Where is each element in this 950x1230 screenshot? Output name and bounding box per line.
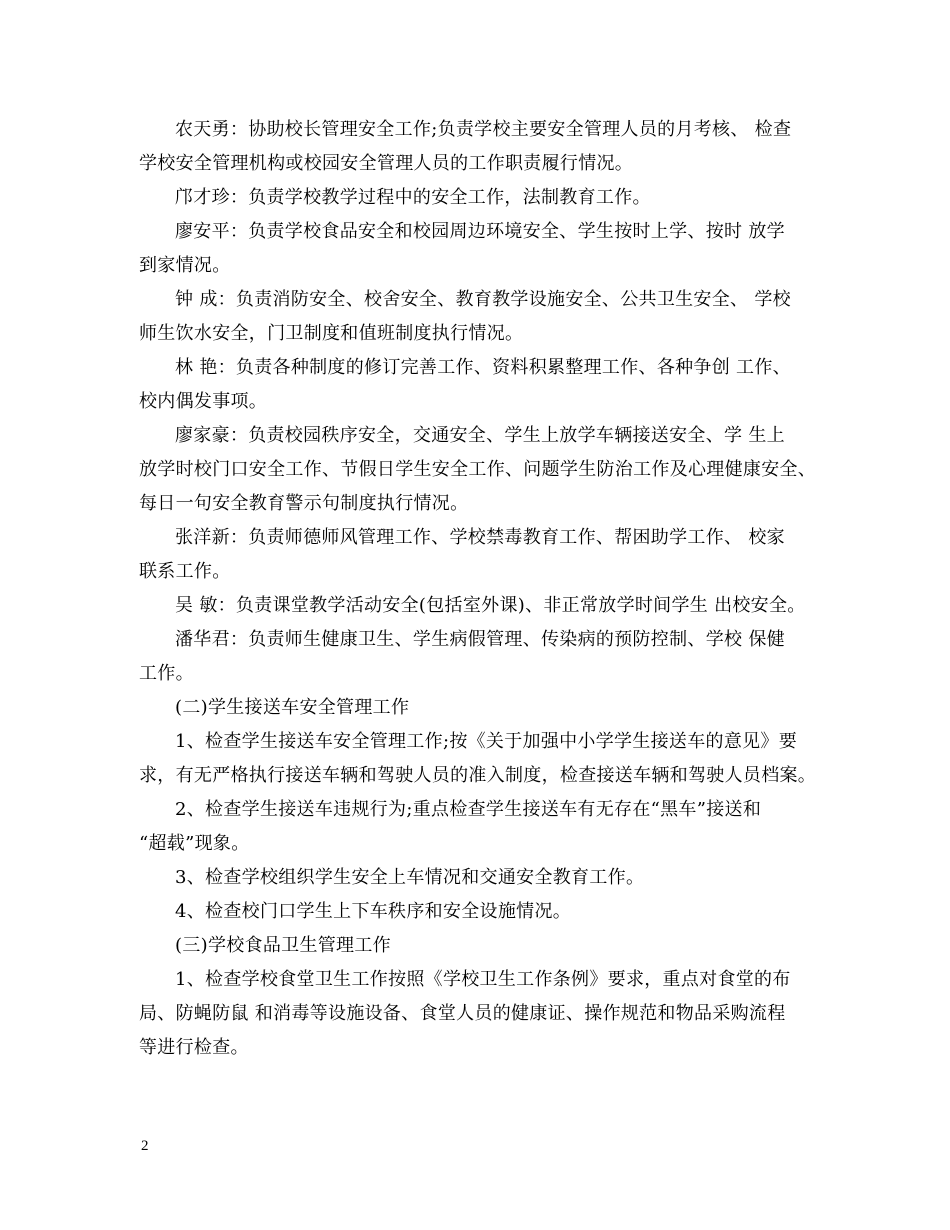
paragraph-line: 农天勇：协助校长管理安全工作;负责学校主要安全管理人员的月考核、 检查 bbox=[175, 119, 792, 140]
paragraph bbox=[139, 181, 829, 215]
paragraph-line: 3、检查学校组织学生安全上车情况和交通安全教育工作。 bbox=[175, 867, 645, 888]
paragraph-line: (三)学校食品卫生管理工作 bbox=[175, 935, 391, 956]
paragraph bbox=[139, 725, 829, 793]
paragraph-line: 2、检查学生接送车违规行为;重点检查学生接送车有无存在“黑车”接送和 bbox=[175, 799, 762, 820]
paragraph-line: 联系工作。 bbox=[139, 561, 231, 582]
paragraph-line: 1、检查学校食堂卫生工作按照《学校卫生工作条例》要求，重点对食堂的布 bbox=[175, 969, 791, 990]
paragraph-line: 潘华君：负责师生健康卫生、学生病假管理、传染病的预防控制、学校 保健 bbox=[175, 629, 785, 650]
paragraph-line: 校内偶发事项。 bbox=[139, 391, 268, 412]
paragraph-line: 师生饮水安全，门卫制度和值班制度执行情况。 bbox=[139, 323, 524, 344]
paragraph bbox=[139, 215, 829, 283]
paragraph-line: 学校安全管理机构或校园安全管理人员的工作职责履行情况。 bbox=[139, 153, 634, 174]
paragraph-line: “超载”现象。 bbox=[139, 833, 250, 854]
paragraph-line: 廖安平：负责学校食品安全和校园周边环境安全、学生按时上学、按时 放学 bbox=[175, 221, 785, 242]
paragraph bbox=[139, 691, 829, 725]
paragraph-line: 到家情况。 bbox=[139, 255, 231, 276]
paragraph-line: 钟 成：负责消防安全、校舍安全、教育教学设施安全、公共卫生安全、 学校 bbox=[175, 289, 791, 310]
paragraph bbox=[139, 623, 829, 691]
paragraph-line: 求，有无严格执行接送车辆和驾驶人员的准入制度，检查接送车辆和驾驶人员档案。 bbox=[139, 765, 817, 786]
paragraph bbox=[139, 113, 829, 181]
paragraph-line: 邝才珍：负责学校教学过程中的安全工作，法制教育工作。 bbox=[175, 187, 651, 208]
paragraph-line: 局、防蝇防鼠 和消毒等设施设备、食堂人员的健康证、操作规范和物品采购流程 bbox=[139, 1003, 786, 1024]
paragraph bbox=[139, 929, 829, 963]
paragraph-line: 4、检查校门口学生上下车秩序和安全设施情况。 bbox=[175, 901, 572, 922]
paragraph bbox=[139, 793, 829, 861]
paragraph bbox=[139, 351, 829, 419]
paragraph-line: 1、检查学生接送车安全管理工作;按《关于加强中小学学生接送车的意见》要 bbox=[175, 731, 798, 752]
paragraph bbox=[139, 963, 829, 1065]
paragraph-line: 吴 敏：负责课堂教学活动安全(包括室外课)、非正常放学时间学生 出校安全。 bbox=[175, 595, 806, 616]
paragraph bbox=[139, 283, 829, 351]
page-number: 2 bbox=[141, 1138, 149, 1154]
paragraph-line: 工作。 bbox=[139, 663, 194, 684]
paragraph-line: 张洋新：负责师德师风管理工作、学校禁毒教育工作、帮困助学工作、 校家 bbox=[175, 527, 785, 548]
paragraph bbox=[139, 895, 829, 929]
paragraph-line: 每日一句安全教育警示句制度执行情况。 bbox=[139, 493, 469, 514]
paragraph bbox=[139, 589, 829, 623]
paragraph bbox=[139, 861, 829, 895]
paragraph-line: 林 艳：负责各种制度的修订完善工作、资料积累整理工作、各种争创 工作、 bbox=[175, 357, 791, 378]
paragraph-line: 放学时校门口安全工作、节假日学生安全工作、问题学生防治工作及心理健康安全、 bbox=[139, 459, 817, 480]
paragraph-line: 廖家豪：负责校园秩序安全，交通安全、学生上放学车辆接送安全、学 生上 bbox=[175, 425, 785, 446]
paragraph bbox=[139, 419, 829, 521]
paragraph-line: 等进行检查。 bbox=[139, 1037, 249, 1058]
paragraph bbox=[139, 521, 829, 589]
paragraph-line: (二)学生接送车安全管理工作 bbox=[175, 697, 410, 718]
document-body bbox=[139, 113, 829, 1065]
